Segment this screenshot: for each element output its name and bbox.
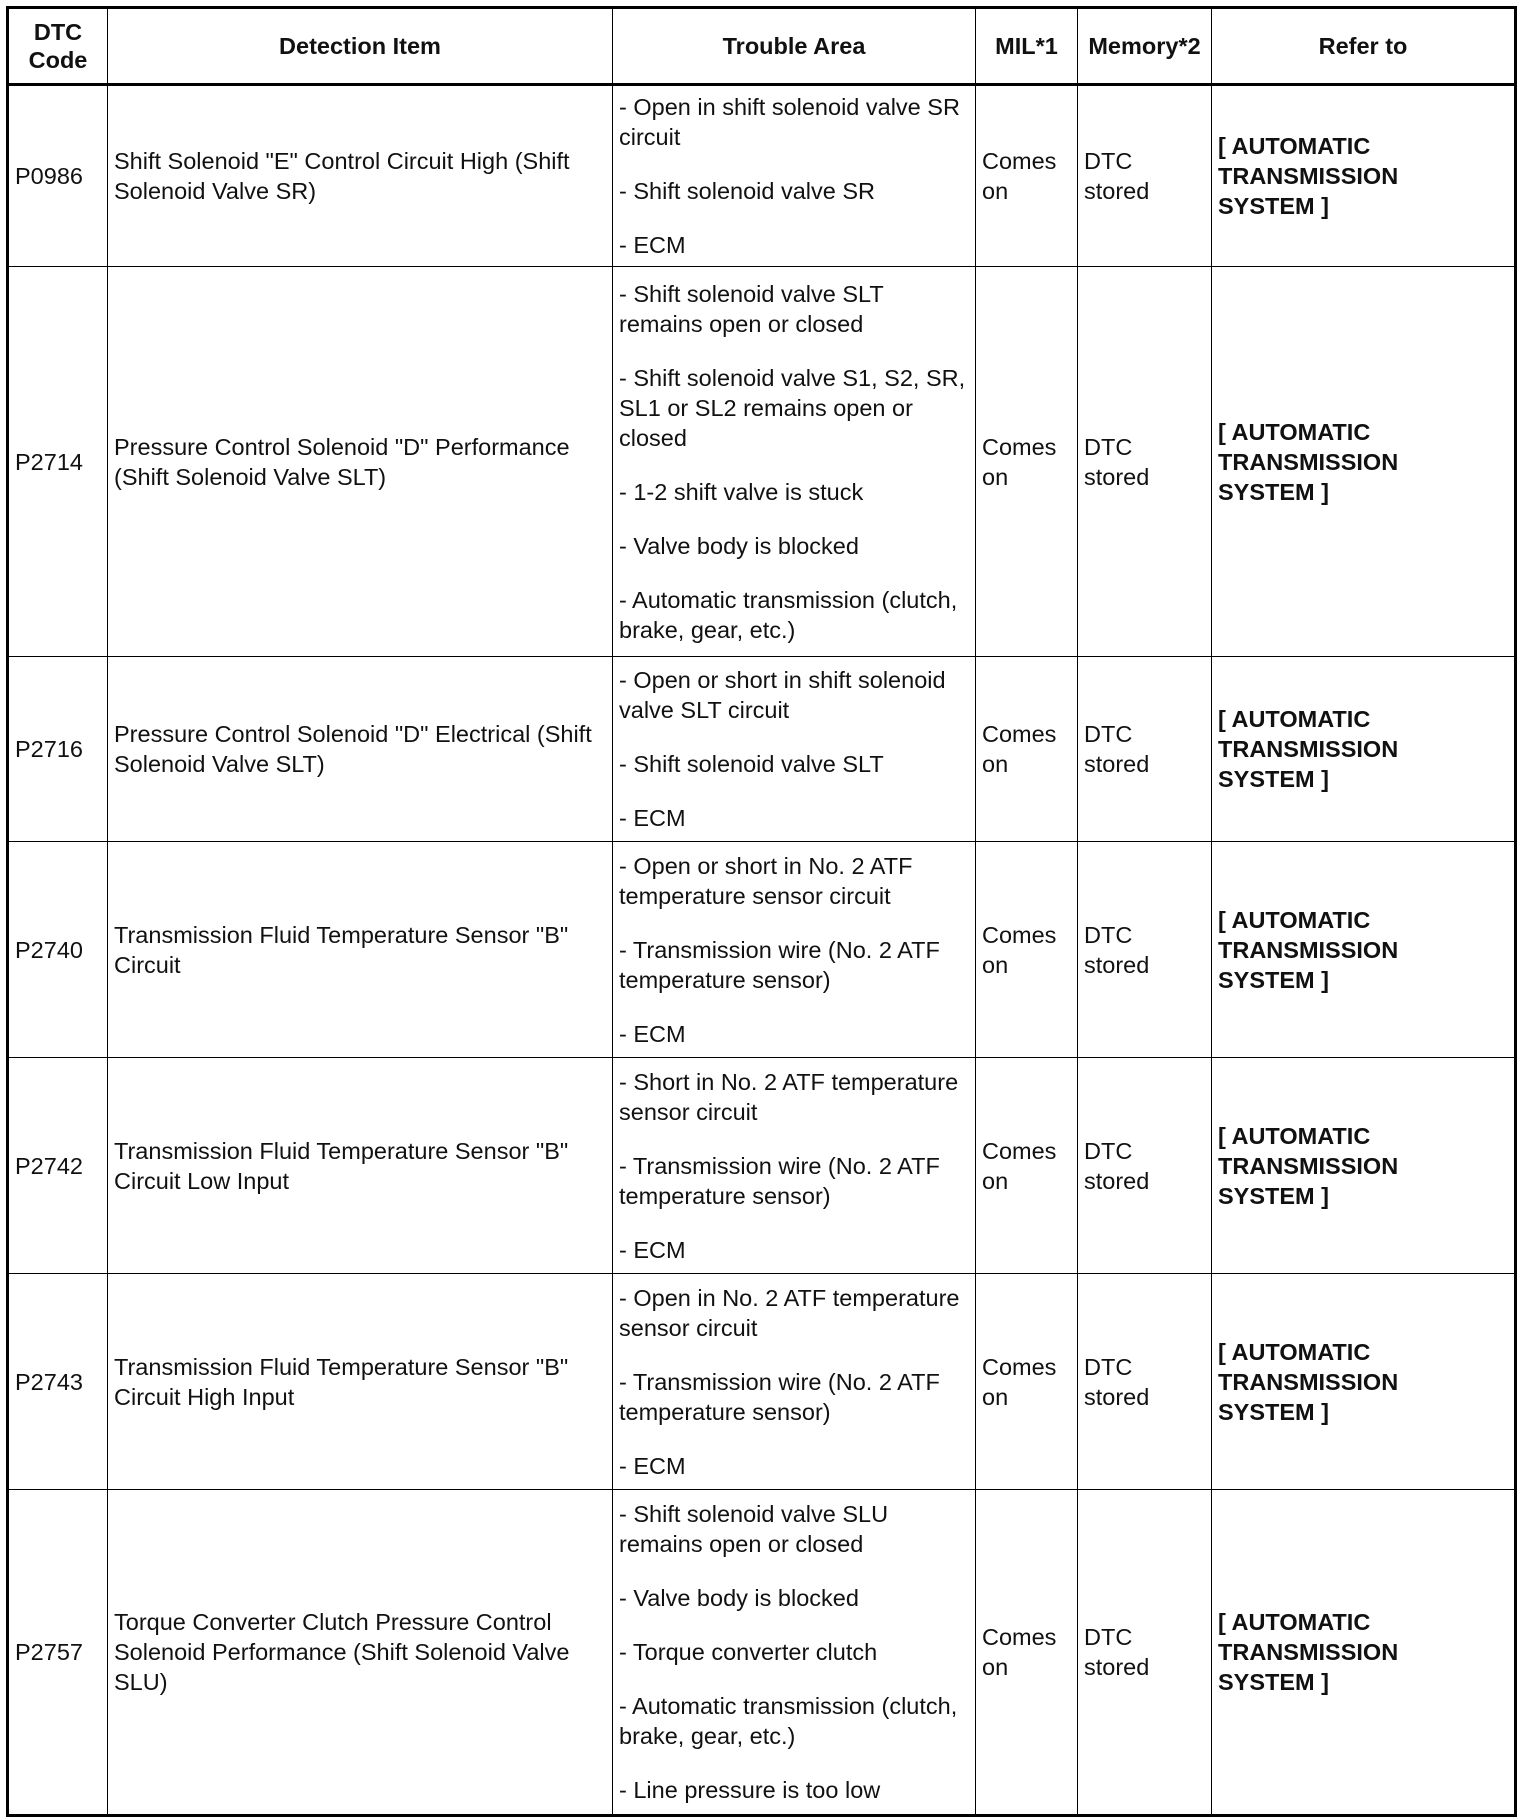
trouble-item: - Shift solenoid valve S1, S2, SR, SL1 or SL2 remains open or closed [619, 364, 966, 451]
mil-status-line: Comes [982, 1137, 1057, 1164]
trouble-item: - Torque converter clutch [619, 1639, 878, 1665]
mil-status [976, 842, 1078, 1058]
memory-status [1078, 85, 1212, 267]
detection-item: Pressure Control Solenoid "D" Performance (Shift Solenoid Valve SLT) [108, 267, 613, 657]
refer-to-line: TRANSMISSION [1218, 1639, 1399, 1665]
mil-status [976, 1058, 1078, 1274]
refer-to-line: [ AUTOMATIC [1218, 1122, 1371, 1149]
memory-status-line: DTC [1084, 921, 1133, 948]
trouble-item: - ECM [619, 1020, 686, 1047]
refer-to-line: SYSTEM ] [1218, 1398, 1329, 1425]
detection-item: Torque Converter Clutch Pressure Control Solenoid Performance (Shift Solenoid Valve SLU) [108, 1490, 613, 1816]
header-trouble-area: Trouble Area [613, 8, 976, 85]
refer-to-link[interactable] [1212, 1274, 1516, 1490]
memory-status-line: stored [1084, 1167, 1150, 1194]
refer-to-link[interactable] [1212, 842, 1516, 1058]
memory-status [1078, 267, 1212, 657]
memory-status-line: DTC [1084, 1353, 1133, 1380]
trouble-item: - Open in No. 2 ATF temperature sensor circuit [619, 1284, 960, 1341]
trouble-item: - Open or short in No. 2 ATF temperature sensor circuit [619, 852, 913, 909]
memory-status-line: stored [1084, 1654, 1150, 1680]
mil-status [976, 85, 1078, 267]
trouble-item: - Shift solenoid valve SLT [619, 751, 884, 777]
refer-to-link[interactable] [1212, 1490, 1516, 1816]
trouble-item: - Line pressure is too low [619, 1777, 881, 1803]
memory-status-line: stored [1084, 463, 1150, 490]
trouble-item: - Valve body is blocked [619, 532, 859, 559]
refer-to-line: TRANSMISSION [1218, 163, 1399, 189]
refer-to-line: SYSTEM ] [1218, 966, 1329, 993]
mil-status-line: on [982, 178, 1009, 204]
mil-status-line: on [982, 1383, 1009, 1410]
detection-item: Transmission Fluid Temperature Sensor "B" Circuit Low Input [108, 1058, 613, 1274]
mil-status-line: Comes [982, 1353, 1057, 1380]
refer-to-line: TRANSMISSION [1218, 448, 1399, 475]
table-row [8, 657, 1516, 842]
mil-status-line: on [982, 751, 1009, 777]
header-row [8, 8, 1516, 85]
table-row [8, 1490, 1516, 1816]
trouble-item: - Automatic transmission (clutch, brake, gear, etc.) [619, 1693, 958, 1749]
table-row [8, 85, 1516, 267]
trouble-item: - Automatic transmission (clutch, brake, gear, etc.) [619, 586, 958, 643]
refer-to-line: TRANSMISSION [1218, 736, 1399, 762]
trouble-item: - Open or short in shift solenoid valve SLT circuit [619, 667, 946, 723]
trouble-area [613, 842, 976, 1058]
mil-status-line: Comes [982, 721, 1057, 747]
mil-status-line: on [982, 1654, 1009, 1680]
mil-status-line: on [982, 1167, 1009, 1194]
refer-to-line: SYSTEM ] [1218, 193, 1329, 219]
memory-status-line: stored [1084, 1383, 1150, 1410]
memory-status-line: stored [1084, 951, 1150, 978]
trouble-area [613, 1490, 976, 1816]
trouble-item: - 1-2 shift valve is stuck [619, 478, 864, 505]
refer-to-line: SYSTEM ] [1218, 1669, 1329, 1695]
header-detection-item: Detection Item [108, 8, 613, 85]
trouble-area [613, 657, 976, 842]
trouble-item: - Shift solenoid valve SLT remains open or closed [619, 280, 884, 337]
trouble-area [613, 1274, 976, 1490]
trouble-item: - ECM [619, 1452, 686, 1479]
refer-to-line: TRANSMISSION [1218, 1368, 1399, 1395]
trouble-area [613, 85, 976, 267]
memory-status-line: stored [1084, 178, 1150, 204]
refer-to-link[interactable] [1212, 267, 1516, 657]
memory-status-line: DTC [1084, 721, 1133, 747]
memory-status [1078, 657, 1212, 842]
header-dtc-code-line1: DTC [33, 19, 83, 45]
refer-to-line: [ AUTOMATIC [1218, 1609, 1371, 1635]
trouble-item: - Transmission wire (No. 2 ATF temperature sensor) [619, 1152, 940, 1209]
trouble-item: - Shift solenoid valve SR [619, 178, 876, 204]
memory-status-line: DTC [1084, 148, 1133, 174]
header-dtc-code-line2: Code [28, 47, 88, 73]
refer-to-line: [ AUTOMATIC [1218, 418, 1371, 445]
detection-item: Transmission Fluid Temperature Sensor "B" Circuit [108, 842, 613, 1058]
mil-status [976, 657, 1078, 842]
detection-item: Shift Solenoid "E" Control Circuit High (Shift Solenoid Valve SR) [108, 85, 613, 267]
trouble-item: - ECM [619, 805, 686, 831]
dtc-code: P2714 [8, 267, 108, 657]
mil-status-line: on [982, 463, 1009, 490]
mil-status-line: Comes [982, 433, 1057, 460]
refer-to-line: TRANSMISSION [1218, 1152, 1399, 1179]
trouble-item: - ECM [619, 232, 686, 258]
trouble-area [613, 267, 976, 657]
trouble-item: - Short in No. 2 ATF temperature sensor circuit [619, 1068, 959, 1125]
mil-status [976, 1274, 1078, 1490]
table-body [8, 85, 1516, 1816]
dtc-code: P0986 [8, 85, 108, 267]
dtc-code: P2743 [8, 1274, 108, 1490]
trouble-item: - Transmission wire (No. 2 ATF temperature sensor) [619, 1368, 940, 1425]
header-mil: MIL*1 [976, 8, 1078, 85]
memory-status-line: DTC [1084, 1137, 1133, 1164]
table-row [8, 842, 1516, 1058]
dtc-code: P2716 [8, 657, 108, 842]
refer-to-line: [ AUTOMATIC [1218, 1338, 1371, 1365]
dtc-code: P2740 [8, 842, 108, 1058]
refer-to-link[interactable] [1212, 85, 1516, 267]
memory-status-line: DTC [1084, 433, 1133, 460]
refer-to-link[interactable] [1212, 1058, 1516, 1274]
dtc-code: P2757 [8, 1490, 108, 1816]
refer-to-line: [ AUTOMATIC [1218, 706, 1371, 732]
trouble-item: - ECM [619, 1236, 686, 1263]
refer-to-line: [ AUTOMATIC [1218, 133, 1371, 159]
mil-status [976, 1490, 1078, 1816]
refer-to-link[interactable] [1212, 657, 1516, 842]
refer-to-line: TRANSMISSION [1218, 936, 1399, 963]
mil-status-line: Comes [982, 148, 1057, 174]
refer-to-line: SYSTEM ] [1218, 766, 1329, 792]
header-dtc-code [8, 8, 108, 85]
memory-status [1078, 1274, 1212, 1490]
mil-status-line: Comes [982, 1624, 1057, 1650]
refer-to-line: SYSTEM ] [1218, 478, 1329, 505]
table-row [8, 1058, 1516, 1274]
header-refer-to: Refer to [1212, 8, 1516, 85]
mil-status-line: on [982, 951, 1009, 978]
trouble-item: - Valve body is blocked [619, 1585, 859, 1611]
trouble-item: - Shift solenoid valve SLU remains open or closed [619, 1501, 889, 1557]
dtc-code: P2742 [8, 1058, 108, 1274]
table-row [8, 1274, 1516, 1490]
trouble-item: - Transmission wire (No. 2 ATF temperature sensor) [619, 936, 940, 993]
memory-status-line: DTC [1084, 1624, 1133, 1650]
memory-status [1078, 842, 1212, 1058]
header-memory: Memory*2 [1078, 8, 1212, 85]
table-row [8, 267, 1516, 657]
detection-item: Pressure Control Solenoid "D" Electrical (Shift Solenoid Valve SLT) [108, 657, 613, 842]
refer-to-line: [ AUTOMATIC [1218, 906, 1371, 933]
trouble-area [613, 1058, 976, 1274]
memory-status [1078, 1490, 1212, 1816]
memory-status [1078, 1058, 1212, 1274]
refer-to-line: SYSTEM ] [1218, 1182, 1329, 1209]
memory-status-line: stored [1084, 751, 1150, 777]
dtc-table [6, 6, 1517, 1817]
mil-status-line: Comes [982, 921, 1057, 948]
mil-status [976, 267, 1078, 657]
trouble-item: - Open in shift solenoid valve SR circuit [619, 94, 960, 150]
detection-item: Transmission Fluid Temperature Sensor "B" Circuit High Input [108, 1274, 613, 1490]
